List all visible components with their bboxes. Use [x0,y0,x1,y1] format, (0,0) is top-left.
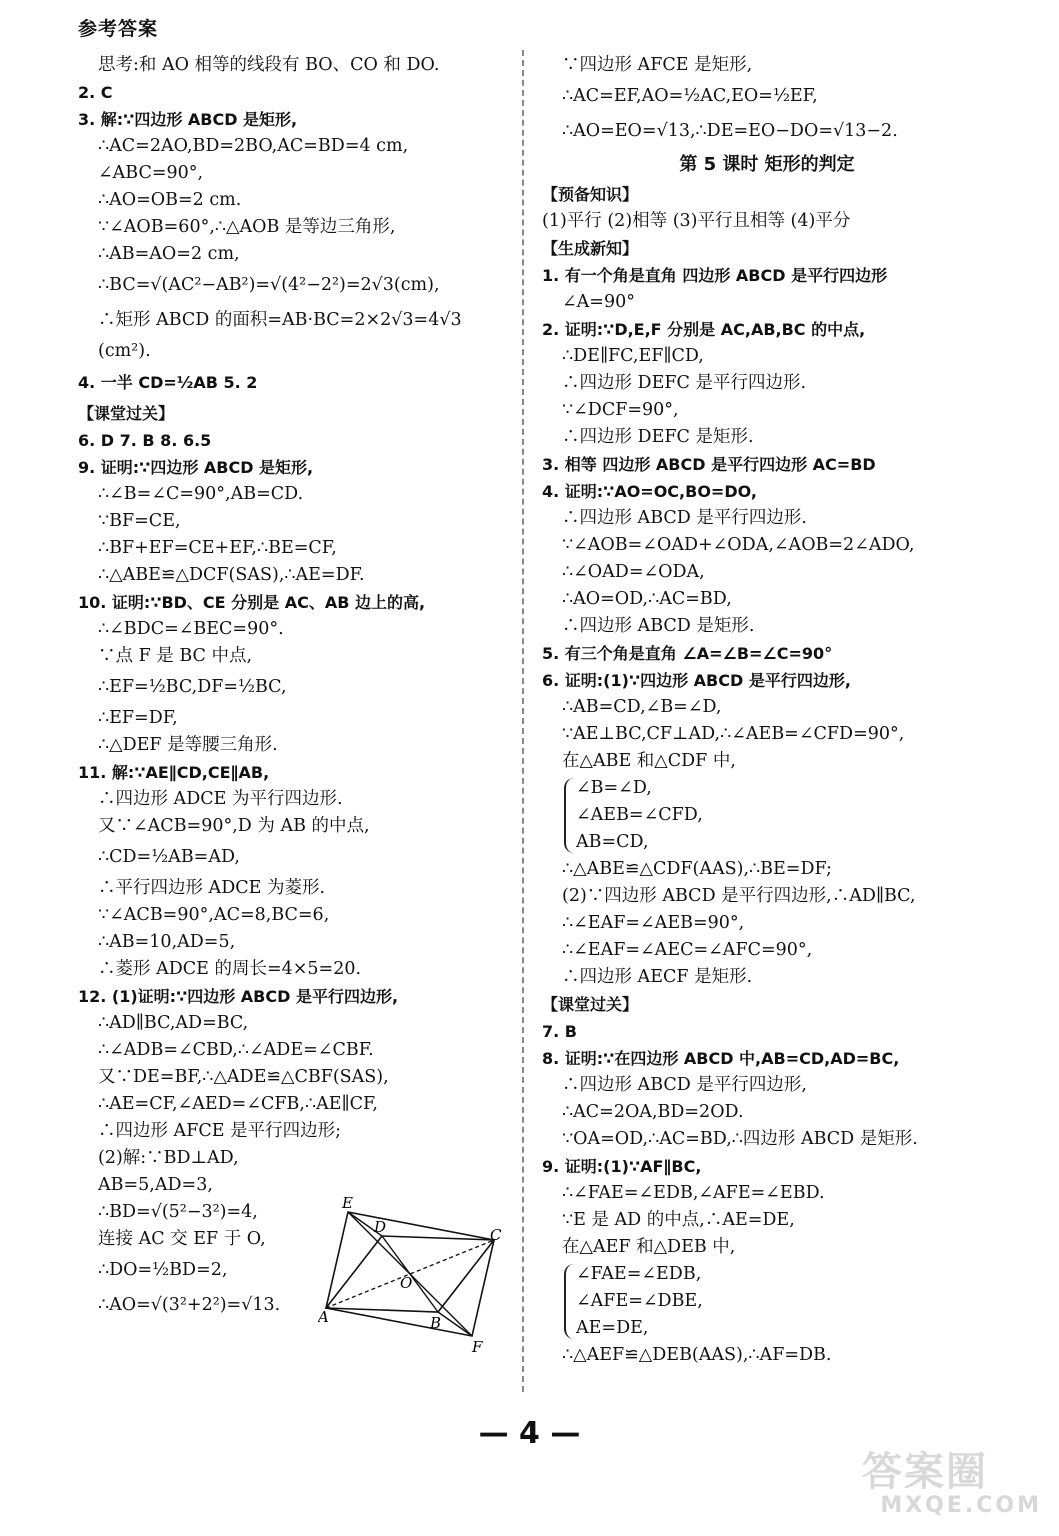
right-line: ∠FAE=∠EDB, [576,1264,702,1284]
system-brace [564,778,576,853]
watermark-logo-text: 答案圈 [862,1449,988,1495]
right-line: ∠AEB=∠CFD, [576,805,703,825]
left-line: ∴平行四边形 ADCE 为菱形. [98,878,326,898]
right-line: ∴∠FAE=∠EDB,∠AFE=∠EBD. [562,1183,825,1203]
left-line: 12. (1)证明:∵四边形 ABCD 是平行四边形, [78,987,399,1006]
left-line: ∴BF+EF=CE+EF,∴BE=CF, [98,538,337,558]
left-line: ∴四边形 ADCE 为平行四边形. [98,789,343,809]
right-line: ∠AFE=∠DBE, [576,1291,703,1311]
right-line: AB=CD, [576,832,649,852]
page-header: 参考答案 [78,18,159,40]
right-line: ∴△ABE≌△CDF(AAS),∴BE=DF; [562,859,832,879]
right-line: ∴四边形 ABCD 是平行四边形, [562,1075,807,1095]
right-line: 4. 证明:∵AO=OC,BO=DO, [542,482,757,501]
left-line: 2. C [78,83,113,102]
watermark [862,1450,1042,1520]
right-line: 9. 证明:(1)∵AF∥BC, [542,1157,702,1176]
left-line: ∴EF=½BC,DF=½BC, [98,677,287,697]
left-line: ∴∠B=∠C=90°,AB=CD. [98,484,304,504]
right-line: ∴AC=2OA,BD=2OD. [562,1102,744,1122]
left-line: ∴菱形 ADCE 的周长=4×5=20. [98,959,362,979]
right-line: ∴AO=EO=√13,∴DE=EO−DO=√13−2. [562,121,898,141]
right-line: 8. 证明:∵在四边形 ABCD 中,AB=CD,AD=BC, [542,1049,900,1068]
left-line: 【课堂过关】 [78,404,175,423]
right-line: ∴四边形 ABCD 是矩形. [562,616,755,636]
right-line: ∴四边形 AECF 是矩形. [562,967,753,987]
left-line: 10. 证明:∵BD、CE 分别是 AC、AB 边上的高, [78,593,426,612]
left-line: ∴AE=CF,∠AED=∠CFB,∴AE∥CF, [98,1094,378,1114]
left-line: 11. 解:∵AE∥CD,CE∥AB, [78,763,270,782]
figure-label-a: A [318,1308,329,1326]
right-line: 第 5 课时 矩形的判定 [679,154,855,175]
right-line: ∵OA=OD,∴AC=BD,∴四边形 ABCD 是矩形. [562,1129,918,1149]
figure-label-d: D [374,1218,387,1236]
left-line: 思考:和 AO 相等的线段有 BO、CO 和 DO. [98,55,440,75]
left-line: 9. 证明:∵四边形 ABCD 是矩形, [78,458,314,477]
left-line: ∴EF=DF, [98,708,178,728]
right-line: ∵E 是 AD 的中点,∴AE=DE, [562,1210,795,1230]
left-line: ∴△ABE≌△DCF(SAS),∴AE=DF. [98,565,365,585]
left-line: ∴∠BDC=∠BEC=90°. [98,619,284,639]
right-line: ∴AO=OD,∴AC=BD, [562,589,732,609]
right-line: ∴AC=EF,AO=½AC,EO=½EF, [562,86,818,106]
system-brace [564,1264,576,1339]
right-line: 【课堂过关】 [542,995,639,1014]
left-line: ∴AO=√(3²+2²)=√13. [98,1295,281,1315]
left-line: ∵BF=CE, [98,511,181,531]
right-line: 在△ABE 和△CDF 中, [562,751,736,771]
right-line: 1. 有一个角是直角 四边形 ABCD 是平行四边形 [542,266,888,285]
left-line: ∴BC=√(AC²−AB²)=√(4²−2²)=2√3(cm), [98,275,440,295]
figure-label-b: B [430,1314,442,1332]
left-line: ∠ABC=90°, [98,163,204,183]
right-line: 7. B [542,1022,577,1041]
right-line: ∴AB=CD,∠B=∠D, [562,697,722,717]
right-line: ∠A=90° [562,292,635,312]
figure-label-f: F [472,1338,483,1356]
right-line: 【预备知识】 [542,185,639,204]
left-line: ∴CD=½AB=AD, [98,847,240,867]
left-column [78,52,508,1323]
right-line: ∵∠AOB=∠OAD+∠ODA,∠AOB=2∠ADO, [562,535,915,555]
left-line: 6. D 7. B 8. 6.5 [78,431,212,450]
left-line: ∵点 F 是 BC 中点, [98,646,253,666]
left-line: ∴AB=10,AD=5, [98,932,236,952]
right-line: 在△AEF 和△DEB 中, [562,1237,736,1257]
left-line: ∴AC=2AO,BD=2BO,AC=BD=4 cm, [98,136,409,156]
left-line: ∴AB=AO=2 cm, [98,244,240,264]
left-line: ∴AD∥BC,AD=BC, [98,1013,249,1033]
figure-label-o: O [400,1274,413,1292]
right-line: AE=DE, [576,1318,649,1338]
right-line: ∴∠EAF=∠AEC=∠AFC=90°, [562,940,813,960]
left-line: ∴DO=½BD=2, [98,1260,228,1280]
right-line: (2)∵四边形 ABCD 是平行四边形,∴AD∥BC, [562,886,916,906]
left-line: 又∵∠ACB=90°,D 为 AB 的中点, [98,816,370,836]
left-line: 3. 解:∵四边形 ABCD 是矩形, [78,110,298,129]
left-line: (cm²). [98,341,151,361]
right-line: ∴四边形 ABCD 是平行四边形. [562,508,807,528]
right-line: 3. 相等 四边形 ABCD 是平行四边形 AC=BD [542,455,876,474]
left-line: ∴△DEF 是等腰三角形. [98,735,278,755]
right-line: 【生成新知】 [542,239,639,258]
left-line: ∴∠ADB=∠CBD,∴∠ADE=∠CBF. [98,1040,374,1060]
right-column [542,52,992,1369]
figure-label-e: E [342,1196,353,1212]
left-line: AB=5,AD=3, [98,1175,213,1195]
right-line: (1)平行 (2)相等 (3)平行且相等 (4)平分 [542,211,851,231]
geometry-figure [318,1196,516,1372]
left-line: 4. 一半 CD=½AB 5. 2 [78,373,258,392]
page-number: — 4 — [478,1416,581,1451]
right-line: ∵四边形 AFCE 是矩形, [562,55,753,75]
right-line: ∵AE⊥BC,CF⊥AD,∴∠AEB=∠CFD=90°, [562,724,905,744]
watermark-url: MXQE.COM [880,1493,1042,1518]
right-line: 2. 证明:∵D,E,F 分别是 AC,AB,BC 的中点, [542,320,866,339]
right-line: ∴四边形 DEFC 是平行四边形. [562,373,807,393]
column-divider [522,50,524,1392]
right-line: ∴∠OAD=∠ODA, [562,562,705,582]
right-line: 5. 有三个角是直角 ∠A=∠B=∠C=90° [542,644,833,663]
right-line: ∴DE∥FC,EF∥CD, [562,346,704,366]
left-line: 连接 AC 交 EF 于 O, [98,1229,266,1249]
figure-label-c: C [490,1226,502,1244]
right-line: ∴四边形 DEFC 是矩形. [562,427,754,447]
right-line: ∵∠DCF=90°, [562,400,679,420]
left-line: ∴矩形 ABCD 的面积=AB·BC=2×2√3=4√3 [98,310,462,330]
right-line: ∴△AEF≌△DEB(AAS),∴AF=DB. [562,1345,832,1365]
left-line: ∵∠AOB=60°,∴△AOB 是等边三角形, [98,217,396,237]
left-line: ∴BD=√(5²−3²)=4, [98,1202,258,1222]
left-line: ∴AO=OB=2 cm. [98,190,242,210]
right-line: ∴∠EAF=∠AEB=90°, [562,913,745,933]
left-line: 又∵DE=BF,∴△ADE≌△CBF(SAS), [98,1067,389,1087]
left-line: (2)解:∵BD⊥AD, [98,1148,239,1168]
right-line: 6. 证明:(1)∵四边形 ABCD 是平行四边形, [542,671,851,690]
left-line: ∵∠ACB=90°,AC=8,BC=6, [98,905,330,925]
left-line: ∴四边形 AFCE 是平行四边形; [98,1121,341,1141]
right-line: ∠B=∠D, [576,778,652,798]
